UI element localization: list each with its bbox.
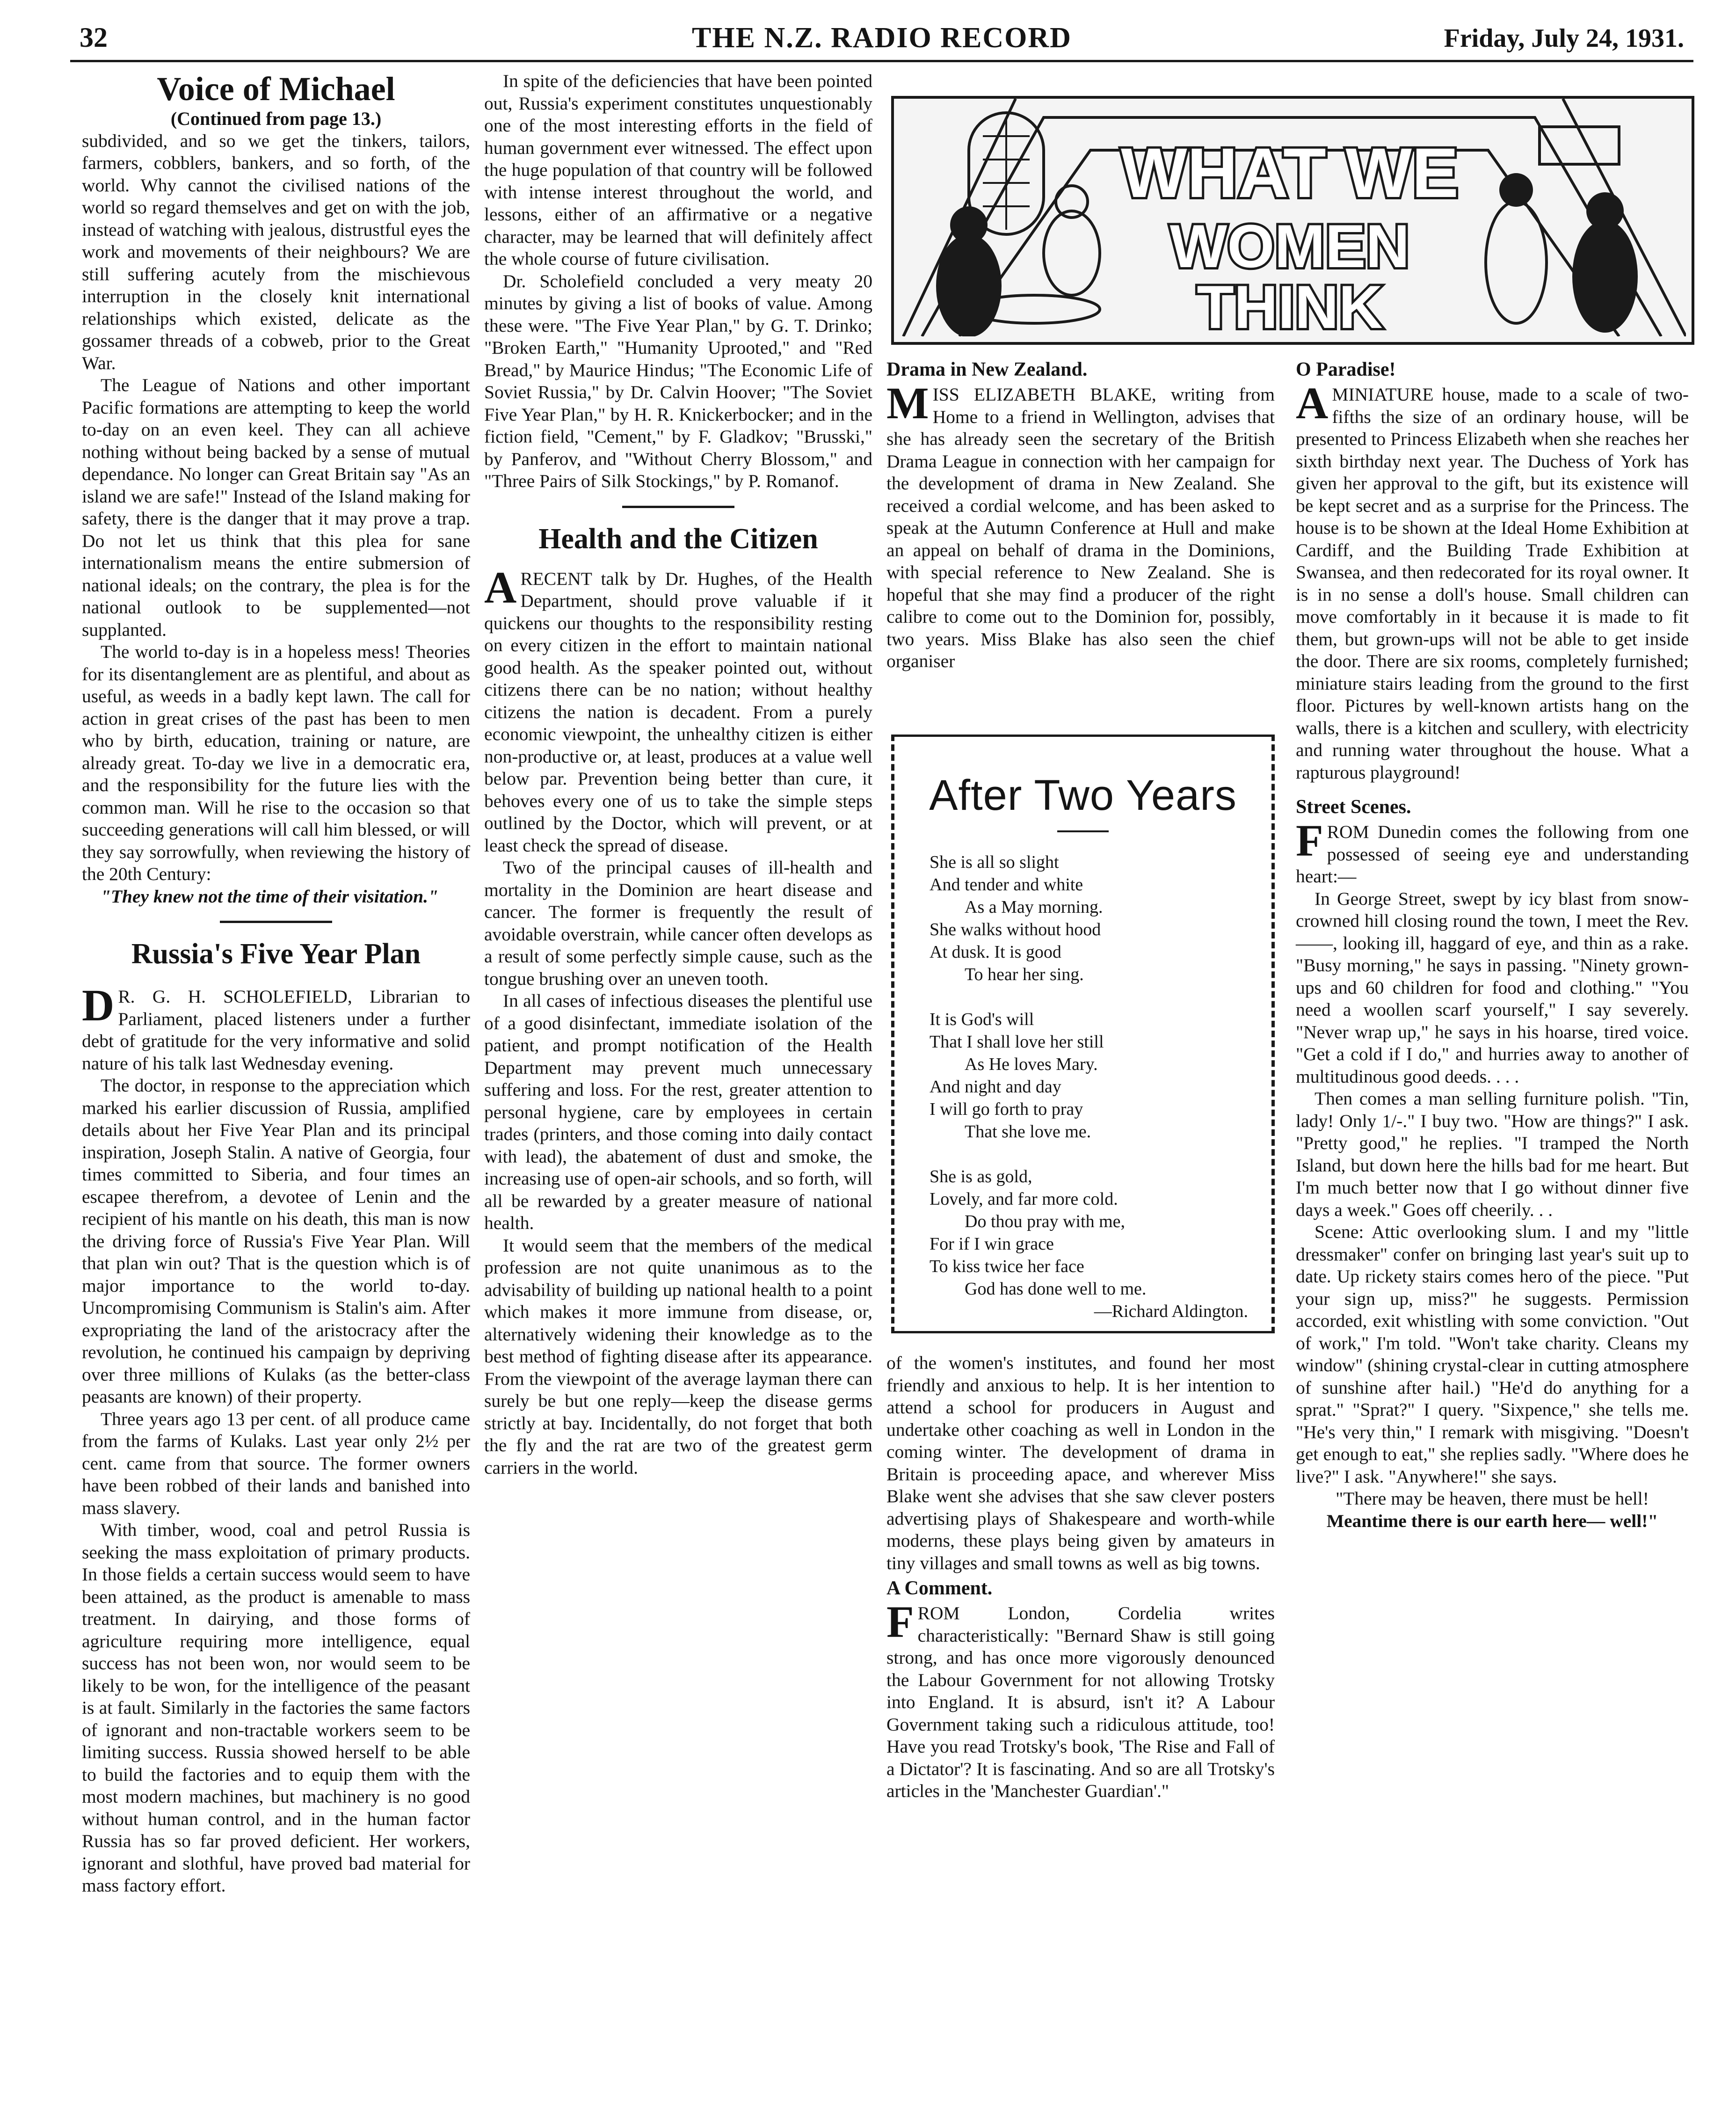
dropcap: A	[1296, 378, 1329, 428]
street-paragraph: FROM Dunedin comes the following from one possessed of seeing eye and understanding heart:—	[1296, 815, 1689, 887]
continued-note: (Continued from page 13.)	[170, 108, 382, 129]
dropcap: F	[886, 1597, 914, 1647]
header-rule	[70, 60, 1693, 62]
five-year-paragraph: With timber, wood, coal and petrol Russia is seeking the mass exploitation of primary products. In those fields a certain success would seem to have been attained, as the product is amenable to mass treatment. In dairying, and those forms of agriculture requiring more intelligence, equal success has not been won, nor would seem to be likely to be won, for the intelligence of the peasant is at fault. Similarly in the factories the same factors of ignorant and non-tractable workers seem to be limiting success. Russia showed herself to be able to build the factories and to equip them with the most modern machines, but machinery is no good without human control, and in the human factor Russia has so far proved deficient. Her workers, ignorant and slothful, have proved bad material for mass factory effort.	[82, 1520, 470, 1896]
poem-line: She is all so slight	[930, 852, 1059, 872]
poem-line: I will go forth to pray	[930, 1099, 1083, 1119]
comment-paragraph: FROM London, Cordelia writes characteristically: "Bernard Shaw is still going strong, and has once more vigorously denounced the Labour Government for not allowing Trotsky into England. It is absurd, isn't it? A Labour Government taking such a ridiculous attitude, too! Have you read Trotsky's book, 'The Rise and Fall of a Dictator'? It is fascinating. And so are all Trotsky's articles in the 'Manchester Guardian'."	[886, 1597, 1275, 1801]
column-3-bottom	[886, 1352, 1275, 1803]
poem-author: —Richard Aldington.	[1094, 1302, 1248, 1321]
poem-line: As a May morning.	[965, 897, 1103, 917]
issue-date: Friday, July 24, 1931.	[1444, 24, 1684, 53]
five-year-paragraph: Three years ago 13 per cent. of all produce came from the farms of Kulaks. Last year only 2½ per cent. came from that source. The former owners have been robbed of their lands and banished into mass slavery.	[82, 1408, 470, 1518]
street-paragraph: Then comes a man selling furniture polish. "Tin, lady! Only 1/-." I buy two. "How are things?" I ask. "Pretty good," he replies. "I tramped the North Island, but down here the hills bad for me heart. But I'm much better now that I go without dinner five days a week." Goes off cheerily. . .	[1296, 1088, 1689, 1220]
poem-line: As He loves Mary.	[965, 1055, 1098, 1074]
poem-line: That I shall love her still	[930, 1032, 1104, 1052]
poem-line: And night and day	[930, 1077, 1061, 1097]
masthead: THE N.Z. RADIO RECORD	[692, 22, 1072, 54]
banner-illustration	[894, 99, 1686, 336]
five-year-paragraph: D R. G. H. SCHOLEFIELD, Librarian to Parliament, placed listeners under a further debt of gratitude for the very informative and solid nature of his talk last Wednesday evening.	[82, 980, 470, 1074]
voice-paragraph: The world to-day is in a hopeless mess! Theories for its disentanglement are as plentiful, and about as useful, as weeds in a badly kept lawn. The call for action in great crises of the past has been to men who by birth, education, training or nature, are already great. To-day we live in a democratic era, and the responsibility for the future lies with the common man. Will he rise to the occasion so that succeeding generations will call him blessed, or will they say sorrowfully, when reviewing the history of the 20th Century:	[82, 641, 470, 884]
five-year-paragraph: In spite of the deficiencies that have been pointed out, Russia's experiment constitutes unquestionably one of the most interesting efforts in the field of human government ever witnessed. The effect upon the huge population of that country will be followed with intense interest throughout the world, and lessons, either of an affirmative or a negative character, may be learned that will definitely affect the whole course of future civilisation.	[484, 71, 872, 269]
banner-line-1: WHAT WE	[1120, 133, 1459, 212]
banner-line-2: WOMEN	[1169, 212, 1410, 280]
section-divider	[220, 921, 332, 923]
dropcap: M	[886, 378, 929, 428]
page-header	[70, 19, 1693, 61]
dropcap: D	[82, 980, 115, 1030]
poem-line: That she love me.	[965, 1122, 1091, 1142]
voice-paragraph: subdivided, and so we get the tinkers, tailors, farmers, cobblers, bankers, and so forth, of the world. Why cannot the civilised nations of the world so regard themselves and get on with the job, instead of watching with jealous, distrustful eyes the work and movements of their neighbours? We are still suffering acutely from the mischievous interruption in the closely knit international relationships which existed, delicate as the gossamer threads of a cobweb, prior to the Great War.	[82, 130, 470, 373]
poem-line: To kiss twice her face	[930, 1257, 1084, 1276]
column-3-top	[886, 356, 1275, 673]
dropcap: F	[1296, 815, 1323, 866]
poem-line: And tender and white	[930, 875, 1083, 895]
page-number: 32	[80, 22, 108, 53]
banner-line-3: THINK	[1197, 273, 1383, 336]
poem-line: God has done well to me.	[965, 1279, 1147, 1299]
poem-line: She is as gold,	[930, 1167, 1032, 1186]
drama-heading: Drama in New Zealand.	[886, 359, 1088, 380]
five-year-paragraph: The doctor, in response to the appreciation which marked his earlier discussion of Russia, amplified details about her Five Year Plan and its principal inspiration, Joseph Stalin. A native of Georgia, four times committed to Siberia, and four times an escapee therefrom, a devotee of Lenin and the recipient of his mantle on his death, this man is now the driving force of Russia's Five Year Plan. Will that plan win out? That is the question which is of major importance to the world to-day. Uncompromising Communism is Stalin's aim. After expropriating the land of the aristocracy after the revolution, he continued his campaign by depriving over three millions of Kulaks (as the better-class peasants are known) of their property.	[82, 1075, 470, 1407]
poem-line: Lovely, and far more cold.	[930, 1189, 1118, 1209]
five-year-paragraph: Dr. Scholefield concluded a very meaty 20 minutes by giving a list of books of value. Among these were. "The Five Year Plan," by G. T. Drinko; "Broken Earth," "Humanity Uprooted," and "Red Bread," by Maurice Hindus; "The Economic Life of Soviet Russia," by Dr. Calvin Hoover; "The Soviet Five Year Plan," by H. R. Knickerbocker; and in the fiction field, "Cement," by F. Gladkov; "Brusski," by Panferov, and "Without Cherry Blossom," and "Three Pairs of Silk Stockings," by P. Romanof.	[484, 270, 872, 491]
health-paragraph: ARECENT talk by Dr. Hughes, of the Health Department, should prove valuable if it quickens our thoughts to the responsibility resting on every citizen in the effort to maintain national good health. As the speaker pointed out, without citizens there can be no nation; without healthy citizens the nation is decadent. From a purely economic viewpoint, the unhealthy citizen is either non-productive or, at least, produces at a value well below par. Prevention being better than cure, it behoves every one of us to take the simple steps outlined by the Doctor, which will prevent, or at least check the spread of disease.	[484, 562, 872, 856]
poem-line: To hear her sing.	[965, 965, 1084, 984]
poem-line: At dusk. It is good	[930, 942, 1061, 962]
voice-quote: "They knew not the time of their visitation."	[101, 886, 438, 907]
poem-line: Do thou pray with me,	[965, 1212, 1126, 1231]
street-heading: Street Scenes.	[1296, 796, 1411, 818]
drama-paragraph: of the women's institutes, and found her most friendly and anxious to help. It is her intention to attend a school for producers in August and undertake other coaching as well in London in the coming winter. The development of drama in Britain is proceeding apace, and wherever Miss Blake went she advises that she saw clever posters advertising plays of Shakespeare and worth-while moderns, these plays being given by amateurs in tiny villages and small towns as well as big towns.	[886, 1353, 1275, 1573]
what-we-women-think-banner	[891, 96, 1694, 345]
street-ending-line: Meantime there is our earth here— well!"	[1326, 1510, 1658, 1531]
column-4	[1296, 356, 1689, 1532]
five-year-plan-title: Russia's Five Year Plan	[131, 938, 421, 970]
street-paragraph: In George Street, swept by icy blast from snow-crowned hill closing round the town, I meet the Rev. ——, looking ill, haggard of eye, and thin as a rake. "Busy morning," he says in passing. "Ninety grown-ups and 60 children for food and clothing." "You need a woollen scarf yourself," I say severely. "Never wrap up," he says in his hoarse, tired voice. "Get a cold if I do," and hurries away to another of multitudinous good deeds. . . .	[1296, 888, 1689, 1087]
street-paragraph: Scene: Attic overlooking slum. I and my "little dressmaker" confer on bringing last year's suit up to date. Up rickety stairs comes hero of the piece. "Put your sign up, miss?" he suggests. Permission accorded, exit whistling with some conviction. "Out of work," I'm told. "Won't take charity. Cleans my window" (shining crystal-clear in cutting atmosphere of sunshine after hail.) "He'd do anything for a sprat." "Sprat?" I query. "Sixpence," she tells me. "He's very thin," I remark with misgiving. "Doesn't get enough to eat," she replies sadly. "Where does he live?" I ask. "Anywhere!" she says.	[1296, 1222, 1689, 1487]
section-divider	[622, 506, 734, 508]
poem-line: It is God's will	[930, 1010, 1034, 1029]
column-1	[82, 70, 470, 1897]
health-paragraph: Two of the principal causes of ill-health and mortality in the Dominion are heart disease and cancer. The former is frequently the result of avoidable overstrain, while cancer often develops as a result of some perfectly simple cause, such as the tongue brushing over an uneven tooth.	[484, 857, 872, 989]
voice-of-michael-title: Voice of Michael	[157, 70, 395, 108]
poem-line: She walks without hood	[930, 920, 1101, 939]
health-paragraph: It would seem that the members of the medical profession are not quite unanimous as to the advisability of building up national health to a point which makes it more immune from disease, or, alternatively widening their knowledge as to the best method of fighting disease after its appearance. From the viewpoint of the average layman there can surely be but one reply—keep the disease germs strictly at bay. Incidentally, do not forget that both the fly and the rat are two of the greatest germ carriers in the world.	[484, 1235, 872, 1478]
paradise-heading: O Paradise!	[1296, 359, 1396, 380]
comment-heading: A Comment.	[886, 1578, 993, 1599]
poem-box	[891, 735, 1275, 1333]
drama-paragraph: MISS ELIZABETH BLAKE, writing from Home to a friend in Wellington, advises that she has already seen the secretary of the British Drama League in connection with her campaign for the development of drama in New Zealand. She received a cordial welcome, and has been asked to speak at the Autumn Conference at Hull and make an appeal on behalf of drama in the Dominions, with special reference to New Zealand. She is hopeful that she may find a producer of the right calibre to come out to the Dominion for, possibly, two years. Miss Blake has also seen the chief organiser	[886, 378, 1275, 671]
poem-title: After Two Years	[929, 771, 1237, 819]
poem-line: For if I win grace	[930, 1234, 1054, 1254]
voice-paragraph: The League of Nations and other important Pacific formations are attempting to keep the world to-day on an even keel. They can all achieve nothing without being backed by a sense of mutual dependance. No longer can Great Britain say "As an island we are safe!" Instead of the Island making for safety, there is the danger that it may prove a trap. Do not let us think that this plea for sane internationalism means the entire submersion of national ideals; on the contrary, the plea is for the national outlook to be supplemented—not supplanted.	[82, 375, 470, 640]
health-paragraph: In all cases of infectious diseases the plentiful use of a good disinfectant, immediate isolation of the patient, and prompt notification of the Health Department may prevent much unnecessary suffering and loss. For the rest, greater attention to personal hygiene, care by employees in certain trades (printers, and those coming into daily contact with lead), the abatement of dust and smoke, the increasing use of open-air schools, and so forth, will all be rewarded by a greater measure of national health.	[484, 990, 872, 1233]
paradise-paragraph: AMINIATURE house, made to a scale of two-fifths the size of an ordinary house, will be presented to Princess Elizabeth when she reaches her sixth birthday next year. The Duchess of York has given her approval to the gift, but its existence will be kept secret and as a surprise for the Princess. The house is to be shown at the Ideal Home Exhibition at Cardiff, and the Building Trade Exhibition at Swansea, and then redecorated for its royal owner. It is in no sense a doll's house. Small children can move comfortably in it because it is made to fit them, but grown-ups will not be able to get inside the door. There are six rooms, completely furnished; miniature stairs leading from the ground to the first floor. Pictures by well-known artists hang on the walls, there is a kitchen and scullery, with electricity and running water throughout the house. What a rapturous playground!	[1296, 378, 1689, 783]
health-title: Health and the Citizen	[538, 523, 818, 555]
street-ending-line: "There may be heaven, there must be hell!	[1336, 1488, 1649, 1509]
poem-rule	[1057, 830, 1109, 832]
column-2	[484, 70, 872, 1479]
dropcap: A	[484, 562, 517, 612]
